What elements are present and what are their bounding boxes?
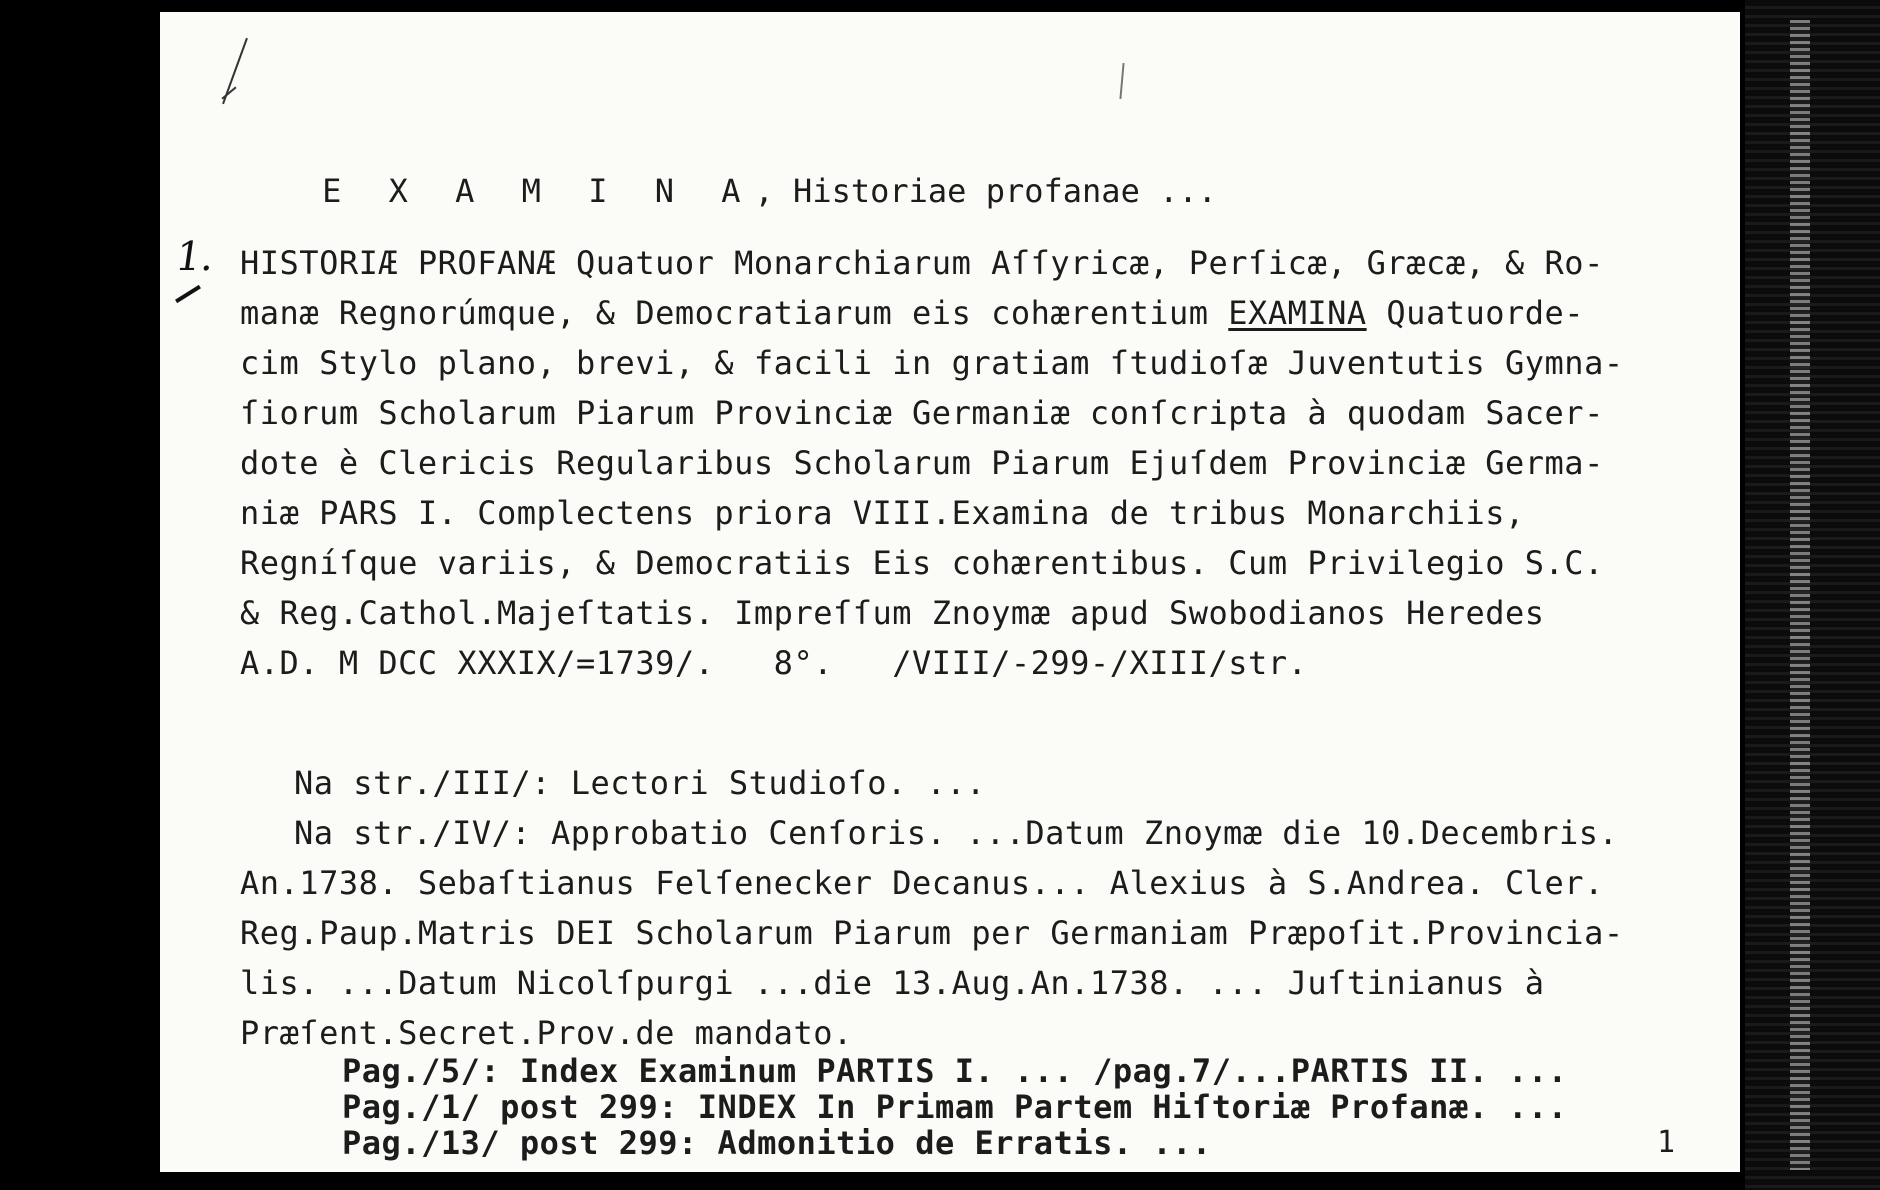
approbatio-line: Præſent.Secret.Prov.de mandato. xyxy=(240,1014,853,1052)
examina-underlined: EXAMINA xyxy=(1228,294,1367,332)
note-line: Na str./IV/: Approbatio Cenſoris. ...Datum Znoymæ die 10.Decembris. xyxy=(294,814,1619,852)
card-page-number: 1 xyxy=(1657,1125,1676,1160)
card-heading xyxy=(245,134,1217,248)
citation-line: ſiorum Scholarum Piarum Provinciæ Germaniæ conſcripta à quodam Sacer- xyxy=(240,394,1604,432)
approbatio-line: An.1738. Sebaſtianus Felſenecker Decanus... Alexius à S.Andrea. Cler. xyxy=(240,864,1604,902)
entry-number: 1. xyxy=(172,234,218,280)
catalog-card xyxy=(160,12,1740,1172)
heading-rest: , Historiae profanae ... xyxy=(754,172,1217,210)
approbatio-line: Reg.Paup.Matris DEI Scholarum Piarum per Germaniam Præpoſit.Provincia- xyxy=(240,914,1624,952)
citation-line-text: manæ Regnorúmque, & Democratiarum eis cohærentium xyxy=(240,294,1229,332)
citation-line: niæ PARS I. Complectens priora VIII.Examina de tribus Monarchiis, xyxy=(240,494,1525,532)
citation-line: A.D. M DCC XXXIX/=1739/. 8°. /VIII/-299-/XIII/str. xyxy=(240,644,1308,682)
citation-line-tail: Quatuorde- xyxy=(1366,294,1585,332)
scan-dark-edge xyxy=(1745,0,1880,1190)
citation-line: dote è Clericis Regularibus Scholarum Piarum Ejuſdem Provinciæ Germa- xyxy=(240,444,1604,482)
page-ref-line: Pag./1/ post 299: INDEX In Primam Partem Hiſtoriæ Profanæ. ... xyxy=(342,1088,1568,1126)
citation-line xyxy=(240,294,1584,332)
entry-tick-mark xyxy=(175,285,201,303)
approbatio-line: lis. ...Datum Nicolſpurgi ...die 13.Aug.An.1738. ... Juſtinianus à xyxy=(240,964,1545,1002)
scan-edge-strip xyxy=(1790,20,1810,1170)
note-line: Na str./III/: Lectori Studioſo. ... xyxy=(294,764,986,802)
pencil-mark xyxy=(1119,63,1124,99)
citation-line: Regníſque variis, & Democratiis Eis cohærentibus. Cum Privilegio S.C. xyxy=(240,544,1604,582)
citation-line: cim Stylo plano, brevi, & facili in gratiam ſtudioſæ Juventutis Gymna- xyxy=(240,344,1624,382)
heading-title: E X A M I N A xyxy=(322,172,755,210)
citation-line: HISTORIÆ PROFANÆ Quatuor Monarchiarum Aſſyricæ, Perſicæ, Græcæ, & Ro- xyxy=(240,244,1604,282)
citation-line: & Reg.Cathol.Majeſtatis. Impreſſum Znoymæ apud Swobodianos Heredes xyxy=(240,594,1545,632)
page-ref-line: Pag./5/: Index Examinum PARTIS I. ... /pag.7/...PARTIS II. ... xyxy=(342,1052,1568,1090)
page-ref-line: Pag./13/ post 299: Admonitio de Erratis. ... xyxy=(342,1124,1212,1162)
